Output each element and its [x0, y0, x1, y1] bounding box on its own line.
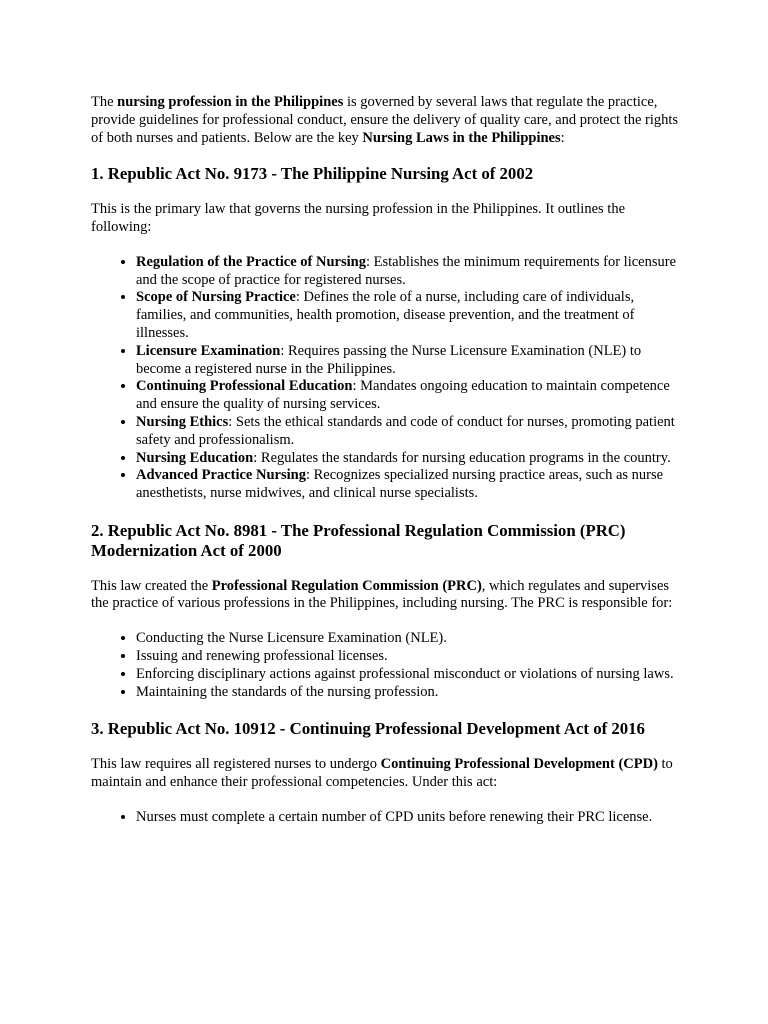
- section-2-intro-text: , which regulates and supervises the practice of various professions in the Philippines, including nursing. The PRC is responsible for:: [91, 577, 673, 612]
- list-item: • Conducting the Nurse Licensure Examination (NLE).: [136, 630, 681, 648]
- list-item-desc: : Defines the role of a nurse, including care of individuals, families, and communities, health promotion, disease prevention, and the treatment of illnesses.: [136, 289, 635, 341]
- list-item-desc: : Mandates ongoing education to maintain competence and ensure the quality of nursing services.: [136, 378, 670, 413]
- list-item-desc: : Sets the ethical standards and code of conduct for nurses, promoting patient safety and professionalism.: [136, 413, 675, 448]
- list-item-desc: : Recognizes specialized nursing practice areas, such as nurse anesthetists, nurse midwives, and clinical nurse specialists.: [136, 467, 664, 502]
- list-item: • Issuing and renewing professional licenses.: [136, 648, 681, 666]
- list-item: [136, 343, 681, 379]
- list-item: [136, 414, 681, 450]
- list-item-term: Nursing Ethics: [136, 413, 229, 430]
- section-3-list: [91, 809, 681, 827]
- list-item-term: Advanced Practice Nursing: [136, 467, 306, 484]
- section-2-intro-emphasis: Professional Regulation Commission (PRC): [211, 577, 482, 594]
- section-3-intro-text: This law requires all registered nurses to undergo: [91, 756, 381, 773]
- intro-text: The: [91, 94, 118, 110]
- document-body: [91, 94, 681, 845]
- list-item-desc: : Regulates the standards for nursing education programs in the country.: [253, 449, 671, 466]
- section-3-intro-text: to maintain and enhance their professional competencies. Under this act:: [91, 756, 673, 790]
- intro-emphasis: Nursing Laws in the Philippines: [362, 129, 561, 146]
- list-item-term: Nursing Education: [136, 449, 254, 466]
- list-item-desc: : Requires passing the Nurse Licensure Examination (NLE) to become a registered nurse in the Philippines.: [136, 342, 642, 377]
- section-2-intro-text: This law created the: [91, 577, 212, 594]
- list-item-desc: : Establishes the minimum requirements for licensure and the scope of practice for registered nurses.: [136, 253, 677, 288]
- list-item-term: Regulation of the Practice of Nursing: [136, 253, 366, 270]
- section-1-list: [91, 254, 681, 503]
- intro-emphasis: nursing profession in the Philippines: [117, 94, 344, 110]
- section-3-intro: [91, 756, 681, 792]
- section-2-list: [91, 630, 681, 701]
- list-item: [136, 289, 681, 342]
- list-item: [136, 254, 681, 290]
- intro-paragraph: [91, 94, 681, 147]
- list-item: [136, 378, 681, 414]
- section-1-heading: 1. Republic Act No. 9173 - The Philippine Nursing Act of 2002: [91, 164, 534, 184]
- intro-text: is governed by several laws that regulate the practice, provide guidelines for professional conduct, ensure the delivery of quality care, and protect the rights of both nurses and patients. Below are the key: [91, 94, 679, 146]
- list-item: • Enforcing disciplinary actions against professional misconduct or violations of nursing laws.: [136, 666, 681, 684]
- section-3-heading: 3. Republic Act No. 10912 - Continuing Professional Development Act of 2016: [91, 719, 645, 739]
- list-item-term: Continuing Professional Education: [136, 378, 353, 395]
- intro-text: :: [560, 129, 565, 146]
- section-3-intro-emphasis: Continuing Professional Development (CPD): [380, 756, 658, 773]
- section-2-intro: [91, 578, 681, 614]
- list-item: [136, 450, 681, 468]
- list-item-term: Scope of Nursing Practice: [136, 289, 296, 306]
- section-2-heading: 2. Republic Act No. 8981 - The Professional Regulation Commission (PRC) Modernization Act of 2000: [91, 520, 626, 560]
- list-item: • Maintaining the standards of the nursing profession.: [136, 684, 681, 702]
- section-1-intro: This is the primary law that governs the nursing profession in the Philippines. It outlines the following:: [91, 201, 626, 235]
- list-item-term: Licensure Examination: [136, 342, 281, 359]
- list-item: • Nurses must complete a certain number of CPD units before renewing their PRC license.: [136, 809, 681, 827]
- list-item: [136, 467, 681, 503]
